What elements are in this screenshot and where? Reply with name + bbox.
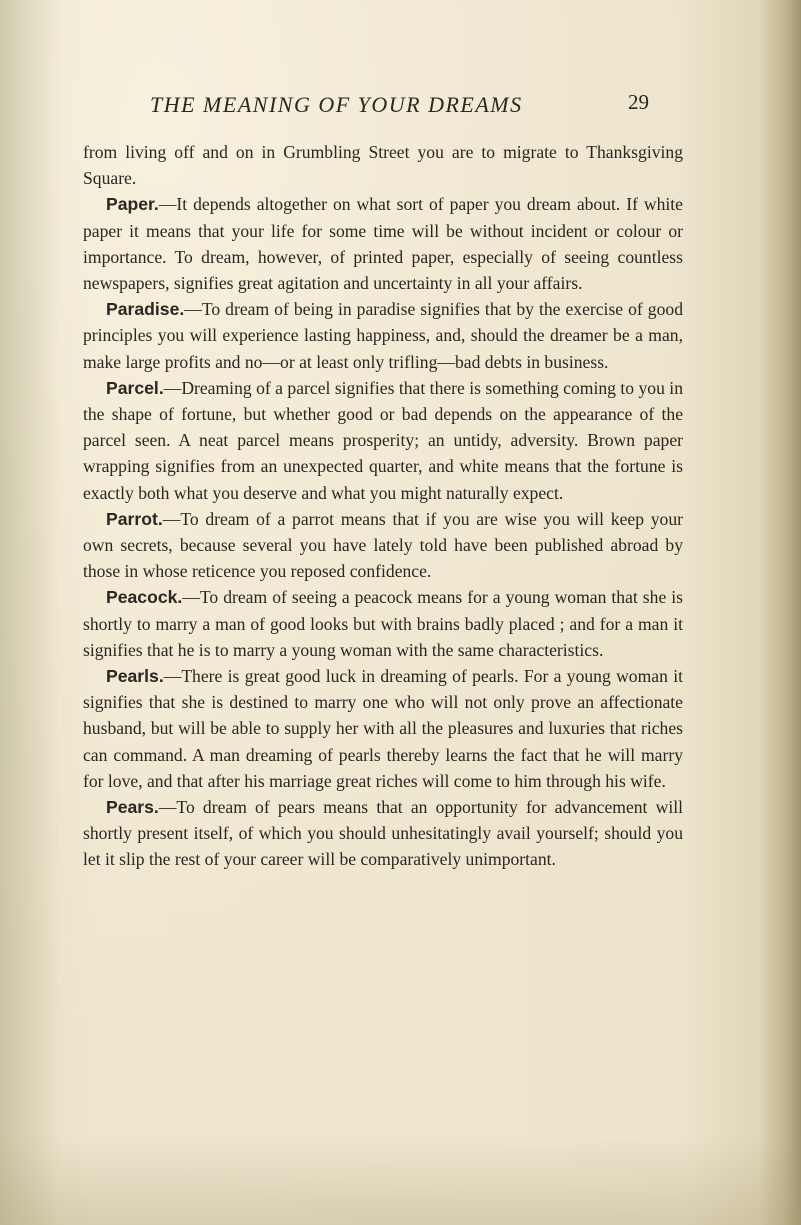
entry-paper — [83, 191, 683, 296]
entry-text: —To dream of seeing a peacock means for a young woman that she is shortly to marry a man of good looks but with brains badly placed ; and for a man it signifies that he is to marry a young woman with the same characteristics. — [83, 587, 683, 660]
entry-parrot — [83, 506, 683, 585]
body-text — [83, 139, 683, 873]
entry-word: Paper. — [106, 194, 159, 215]
entry-pears — [83, 794, 683, 873]
entry-word: Parrot. — [106, 508, 163, 529]
continued-paragraph: from living off and on in Grumbling Street you are to migrate to Thanksgiving Square. — [83, 142, 683, 189]
entry-word: Pears. — [106, 797, 159, 818]
page-shadow-left — [0, 0, 60, 1225]
entry-word: Parcel. — [106, 377, 164, 398]
entry-paradise — [83, 296, 683, 375]
entry-text: —To dream of pears means that an opportunity for advancement will shortly present itself, of which you should unhesitatingly avail yourself; should you let it slip the rest of your career will be comparatively unimportant. — [83, 797, 683, 870]
entry-text: —It depends altogether on what sort of paper you dream about. If white paper it means that your life for some time will be without incident or colour or importance. To dream, however, of printed paper, especially of seeing countless newspapers, signifies great agitation and uncertainty in all your affairs. — [83, 194, 683, 294]
page-number: 29 — [628, 90, 649, 114]
entry-text: —Dreaming of a parcel signifies that there is something coming to you in the shape of fortune, but whether good or bad depends on the appearance of the parcel seen. A neat parcel means prosperity; an untidy, adversity. Brown paper wrapping signifies from an unexpected quarter, and white means that the fortune is exactly both what you deserve and what you might naturally expect. — [83, 377, 683, 503]
entry-parcel — [83, 375, 683, 506]
entry-text: —To dream of a parrot means that if you are wise you will keep your own secrets, because several you have lately told have been published abroad by those in whose reticence you reposed confidence. — [83, 508, 683, 582]
entry-text: —There is great good luck in dreaming of pearls. For a young woman it signifies that she is destined to marry one who will not only prove an affectionate husband, but will be able to supply her with all the pleasures and luxuries that riches can command. A man dreaming of pearls thereby learns the fact that he will marry for love, and that after his marriage great riches will come to him through his wife. — [83, 666, 683, 791]
entry-peacock — [83, 584, 683, 663]
entry-text: —To dream of being in paradise signifies that by the exercise of good principles you will experience lasting happiness, and, should the dreamer be a man, make large profits and no—or at least only trifling—bad debts in business. — [83, 299, 683, 372]
entry-word: Peacock. — [106, 587, 183, 608]
entry-pearls — [83, 663, 683, 794]
entry-word: Paradise. — [106, 299, 185, 320]
page-shadow-bottom — [0, 1135, 801, 1225]
running-title: THE MEANING OF YOUR DREAMS — [150, 92, 523, 117]
page-shadow-right — [759, 0, 801, 1225]
entry-word: Pearls. — [106, 666, 164, 687]
